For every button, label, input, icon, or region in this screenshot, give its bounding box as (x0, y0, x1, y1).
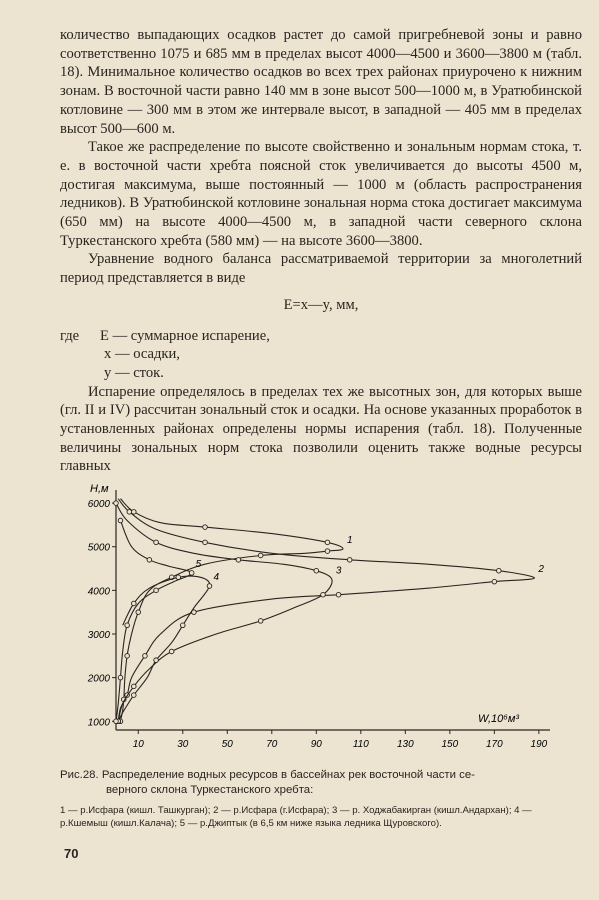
series-label-2: 2 (538, 564, 544, 576)
y-tick-label: 6000 (87, 499, 110, 511)
data-point (236, 558, 241, 563)
data-point (203, 540, 208, 545)
x-tick-label: 170 (486, 739, 503, 750)
x-tick-label: 90 (310, 739, 322, 750)
data-point (154, 588, 159, 593)
data-point (189, 571, 194, 576)
data-point (114, 719, 119, 724)
paragraph-4: Испарение определялось в пределах тех же высотных зон, для которых выше (гл. II и IV) рассчитан зональный сток и осадки. На основе указанных проработок в установленных районах определены нормы испарения (табл. 18). Полученные величины зональных норм стока позволили оценить также водные ресурсы главных (60, 383, 582, 475)
x-tick-label: 30 (177, 739, 189, 750)
water-resources-chart (60, 480, 560, 760)
series-line-4 (118, 576, 209, 721)
data-point (314, 568, 319, 573)
series-line-2 (118, 499, 534, 722)
data-point (154, 540, 159, 545)
x-tick-label: 110 (352, 739, 369, 750)
y-tick-label: 2000 (87, 673, 110, 685)
data-point (125, 654, 130, 659)
where-item-y: y — сток. (104, 364, 164, 381)
formula-legend (60, 327, 582, 383)
data-point (203, 525, 208, 530)
series-line-1 (121, 499, 344, 722)
caption-title-line-2: верного склона Туркестанского хребта: (106, 784, 314, 796)
data-point (325, 540, 330, 545)
body-text (60, 26, 582, 476)
caption-title (60, 768, 582, 798)
paragraph-3: Уравнение водного баланса рассматриваемой территории за многолетний период представляется в виде (60, 251, 582, 287)
figure-caption (60, 768, 582, 830)
data-point (127, 510, 132, 515)
data-point (132, 684, 137, 689)
data-point (114, 501, 119, 506)
x-tick-label: 50 (221, 739, 233, 750)
y-tick-label: 1000 (87, 717, 110, 729)
data-point (118, 518, 123, 523)
y-ticks (87, 499, 116, 728)
caption-title-line-1: Рис.28. Распределение водных ресурсов в бассейнах рек восточной части се- (60, 769, 475, 781)
x-tick-label: 70 (266, 739, 278, 750)
caption-legend: 1 — р.Исфара (кишл. Ташкурган); 2 — р.Исфара (г.Исфара); 3 — р. Ходжабакирган (кишл.Андархан); 4 — р.Кшемыш (кишл.Калача); 5 — р.Джиптык (в 6,5 км ниже языка ледника Щуровского). (60, 805, 532, 829)
paragraph-1: количество выпадающих осадков растет до самой пригребневой зоны и равно соответственно 1075 и 685 мм в пределах высот 4000—4500 и 3600—3800 м (табл. 18). Минимальное количество осадков во всех трех районах приурочено к нижним зонам. В восточной части равно 140 мм в зоне высот 500—1000 м, в Уратюбинской котловине — 300 мм в этом же интервале высот, в западной — 405 мм в пределах высот 500—600 м. (60, 27, 582, 137)
data-point (169, 649, 174, 654)
series-label-5: 5 (195, 558, 202, 570)
data-point (497, 568, 502, 573)
data-point (118, 675, 123, 680)
y-tick-label: 5000 (87, 542, 110, 554)
chart-axes (87, 483, 550, 730)
x-axis-label: W,10⁶м³ (478, 713, 520, 725)
y-tick-label: 4000 (87, 586, 110, 598)
x-tick-label: 130 (396, 739, 414, 750)
series-label-3: 3 (335, 565, 342, 577)
y-axis-label: H,м (90, 483, 109, 495)
chart-series (114, 499, 545, 724)
where-label: где (60, 327, 80, 344)
data-point (136, 610, 141, 615)
data-point (347, 558, 352, 563)
page-number: 70 (64, 846, 79, 861)
data-point (258, 619, 263, 624)
series-label-1: 1 (347, 534, 353, 546)
x-tick-label: 10 (132, 739, 144, 750)
data-point (492, 579, 497, 584)
data-point (154, 658, 159, 663)
data-point (143, 654, 148, 659)
data-point (258, 553, 263, 558)
data-point (325, 549, 330, 554)
data-point (321, 592, 326, 597)
data-point (132, 601, 137, 606)
paragraph-2: Такое же распределение по высоте свойственно и зональным нормам стока, т. е. в восточной части хребта поясной сток увеличивается до высоты 4500 м, достигая максимума, выше постоянный — 1000 м (область распространения ледников). В Уратюбинской котловине зональная норма стока достигает максимума (650 мм) на высоте 4000—4500 м, в западной части северного склона Туркестанского хребта (580 мм) — на высоте 3600—3800. (60, 139, 582, 249)
x-tick-label: 150 (441, 739, 459, 750)
x-ticks (133, 730, 548, 750)
where-item-x: x — осадки, (104, 346, 180, 363)
data-point (132, 693, 137, 698)
y-tick-label: 3000 (87, 630, 110, 641)
x-tick-label: 190 (530, 739, 548, 750)
where-item-e: E — суммарное испарение, (100, 327, 270, 344)
series-line-3 (116, 503, 332, 721)
data-point (336, 592, 341, 597)
data-point (207, 584, 212, 589)
data-point (147, 558, 152, 563)
series-label-4: 4 (213, 572, 220, 583)
water-balance-formula: E=x—y, мм, (283, 296, 359, 313)
data-point (125, 623, 130, 628)
data-point (180, 623, 185, 628)
